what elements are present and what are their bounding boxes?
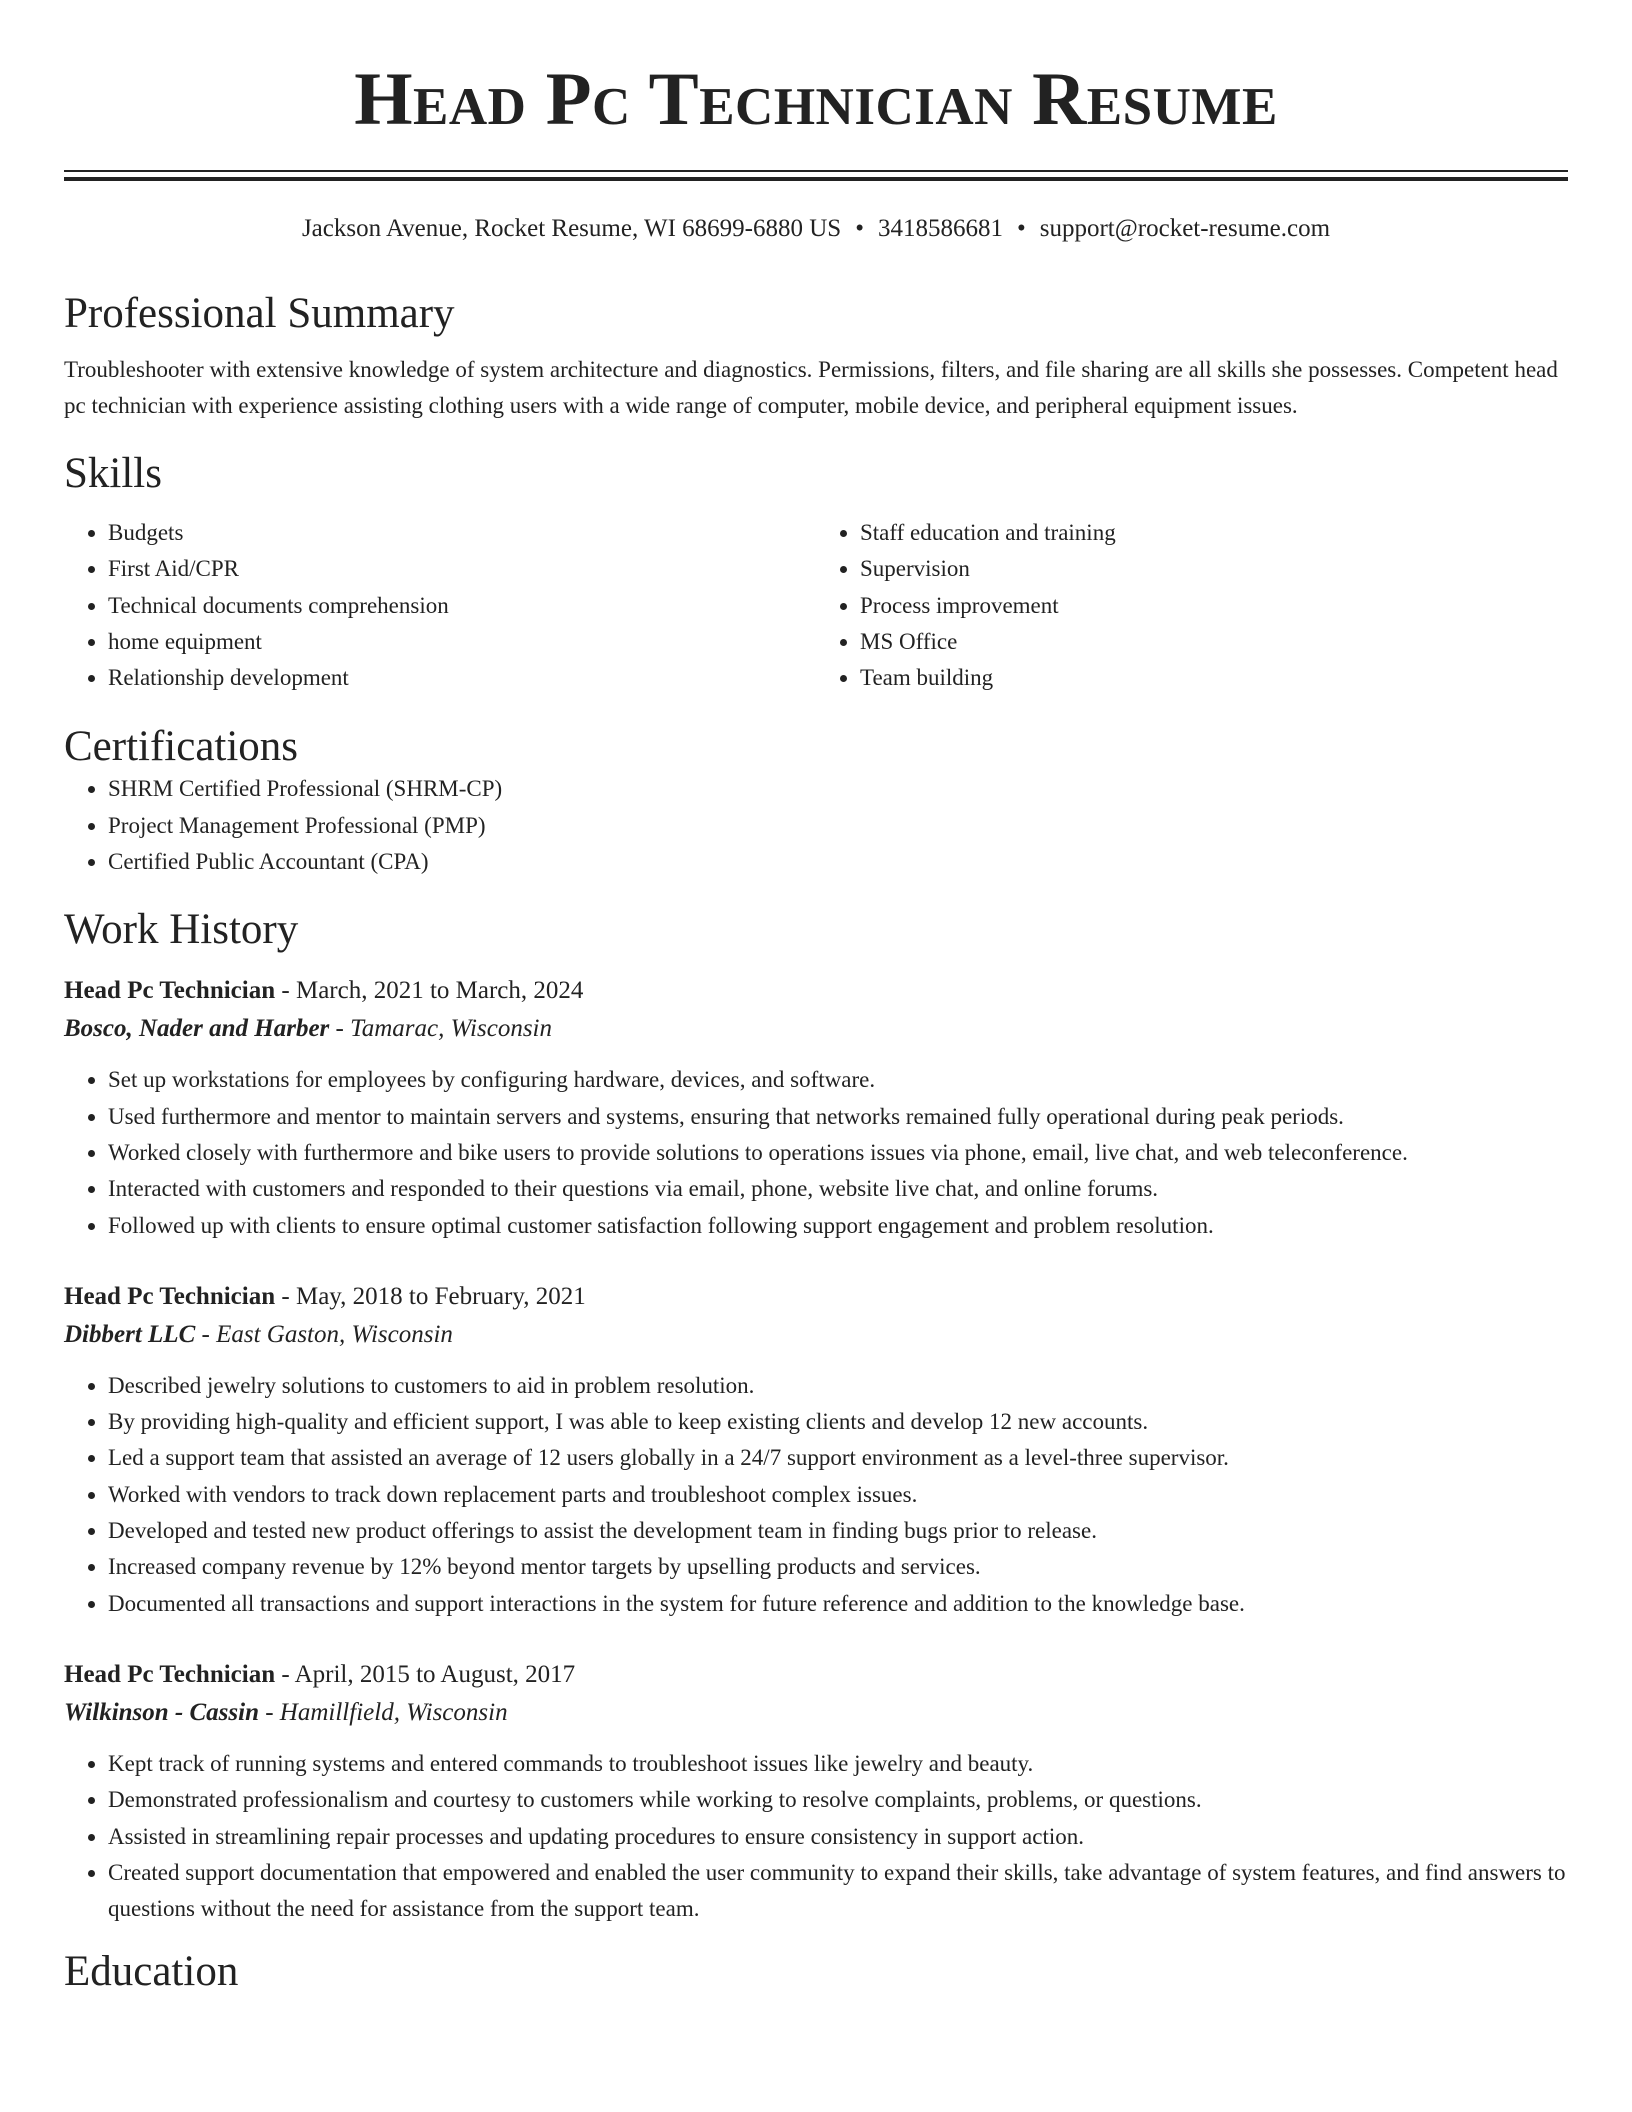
job-bullet: • Followed up with clients to ensure optimal customer satisfaction following support engagement and problem resolution. bbox=[108, 1208, 1568, 1244]
job-bullet: • Kept track of running systems and entered commands to troubleshoot issues like jewelry and beauty. bbox=[108, 1746, 1568, 1782]
job-bullet: • Interacted with customers and responded to their questions via email, phone, website live chat, and online forums. bbox=[108, 1171, 1568, 1207]
job-location: - East Gaston, Wisconsin bbox=[195, 1320, 453, 1348]
job-bullet: • Led a support team that assisted an average of 12 users globally in a 24/7 support environment as a level-three supervisor. bbox=[108, 1440, 1568, 1476]
job-company: Bosco, Nader and Harber bbox=[64, 1015, 330, 1043]
job-title-line bbox=[64, 1278, 1568, 1316]
skill-item: • MS Office bbox=[860, 624, 1568, 660]
job-dates: - March, 2021 to March, 2024 bbox=[275, 977, 584, 1005]
contact-email: support@rocket-resume.com bbox=[1039, 215, 1331, 242]
job-bullet: • Created support documentation that empowered and enabled the user community to expand their skills, take advantage of system features, and find answers to questions without the need for assistance from the support team. bbox=[108, 1855, 1568, 1928]
job-company-line bbox=[64, 1694, 1568, 1732]
skill-item: • Team building bbox=[860, 660, 1568, 696]
skill-item: • Process improvement bbox=[860, 588, 1568, 624]
contact-address: Jackson Avenue, Rocket Resume, WI 68699-6880 US bbox=[301, 215, 842, 242]
contact-line bbox=[64, 214, 1568, 244]
job-entry bbox=[64, 972, 1568, 1243]
title-divider bbox=[64, 170, 1568, 181]
job-dates: - April, 2015 to August, 2017 bbox=[275, 1660, 576, 1688]
job-company: Wilkinson - Cassin bbox=[64, 1698, 259, 1726]
job-bullets bbox=[64, 1746, 1568, 1927]
summary-heading: Professional Summary bbox=[64, 290, 455, 337]
job-title: Head Pc Technician bbox=[64, 1660, 276, 1688]
job-bullet: • Demonstrated professionalism and courtesy to customers while working to resolve complaints, problems, or questions. bbox=[108, 1782, 1568, 1818]
job-bullet: • Worked with vendors to track down replacement parts and troubleshoot complex issues. bbox=[108, 1477, 1568, 1513]
summary-text: Troubleshooter with extensive knowledge of system architecture and diagnostics. Permissions, filters, and file sharing are all skills she possesses. Competent head pc technician with experience assisting clothing users with a wide range of computer, mobile device, and peripheral equipment issues. bbox=[64, 357, 1558, 418]
certification-item: • SHRM Certified Professional (SHRM-CP) bbox=[108, 771, 1568, 807]
skills-list bbox=[64, 515, 1568, 696]
skill-item: • Staff education and training bbox=[860, 515, 1568, 551]
certifications-list bbox=[64, 771, 1568, 880]
job-bullets bbox=[64, 1062, 1568, 1243]
skills-column-right bbox=[816, 515, 1568, 696]
skill-item: • Budgets bbox=[108, 515, 816, 551]
job-entry bbox=[64, 1278, 1568, 1622]
job-bullet: • Described jewelry solutions to customers to aid in problem resolution. bbox=[108, 1368, 1568, 1404]
skills-column-left bbox=[64, 515, 816, 696]
skill-item: • home equipment bbox=[108, 624, 816, 660]
certifications-heading: Certifications bbox=[64, 723, 299, 771]
certification-item: • Project Management Professional (PMP) bbox=[108, 808, 1568, 844]
job-bullet: • Set up workstations for employees by configuring hardware, devices, and software. bbox=[108, 1062, 1568, 1098]
contact-separator: • bbox=[855, 215, 864, 242]
job-bullet: • Worked closely with furthermore and bike users to provide solutions to operations issues via phone, email, live chat, and web teleconference. bbox=[108, 1135, 1568, 1171]
job-title-line bbox=[64, 972, 1568, 1010]
job-title: Head Pc Technician bbox=[64, 1282, 276, 1310]
contact-phone: 3418586681 bbox=[877, 215, 1003, 242]
job-bullet: • Increased company revenue by 12% beyond mentor targets by upselling products and services. bbox=[108, 1549, 1568, 1585]
skills-heading: Skills bbox=[64, 450, 162, 497]
job-bullet: • Documented all transactions and support interactions in the system for future reference and addition to the knowledge base. bbox=[108, 1586, 1568, 1622]
certification-item: • Certified Public Accountant (CPA) bbox=[108, 844, 1568, 880]
resume-title: Head Pc Technician Resume bbox=[354, 58, 1278, 141]
job-bullet: • By providing high-quality and efficient support, I was able to keep existing clients and develop 12 new accounts. bbox=[108, 1404, 1568, 1440]
job-bullet: • Assisted in streamlining repair processes and updating procedures to ensure consistency in support action. bbox=[108, 1819, 1568, 1855]
job-company: Dibbert LLC bbox=[64, 1320, 196, 1348]
job-title: Head Pc Technician bbox=[64, 977, 276, 1005]
skill-item: • Supervision bbox=[860, 551, 1568, 587]
job-bullet: • Used furthermore and mentor to maintain servers and systems, ensuring that networks remained fully operational during peak periods. bbox=[108, 1099, 1568, 1135]
skill-item: • Relationship development bbox=[108, 660, 816, 696]
job-bullets bbox=[64, 1368, 1568, 1622]
work-history-heading: Work History bbox=[64, 906, 299, 954]
job-company-line bbox=[64, 1010, 1568, 1048]
job-location: - Hamillfield, Wisconsin bbox=[258, 1698, 508, 1726]
job-location: - Tamarac, Wisconsin bbox=[329, 1015, 553, 1043]
job-dates: - May, 2018 to February, 2021 bbox=[275, 1282, 586, 1310]
skill-item: • First Aid/CPR bbox=[108, 551, 816, 587]
job-title-line bbox=[64, 1656, 1568, 1694]
education-heading: Education bbox=[64, 1948, 239, 1996]
job-bullet: • Developed and tested new product offerings to assist the development team in finding bugs prior to release. bbox=[108, 1513, 1568, 1549]
skill-item: • Technical documents comprehension bbox=[108, 588, 816, 624]
job-entry bbox=[64, 1656, 1568, 1927]
contact-separator: • bbox=[1016, 215, 1026, 242]
job-company-line bbox=[64, 1316, 1568, 1354]
